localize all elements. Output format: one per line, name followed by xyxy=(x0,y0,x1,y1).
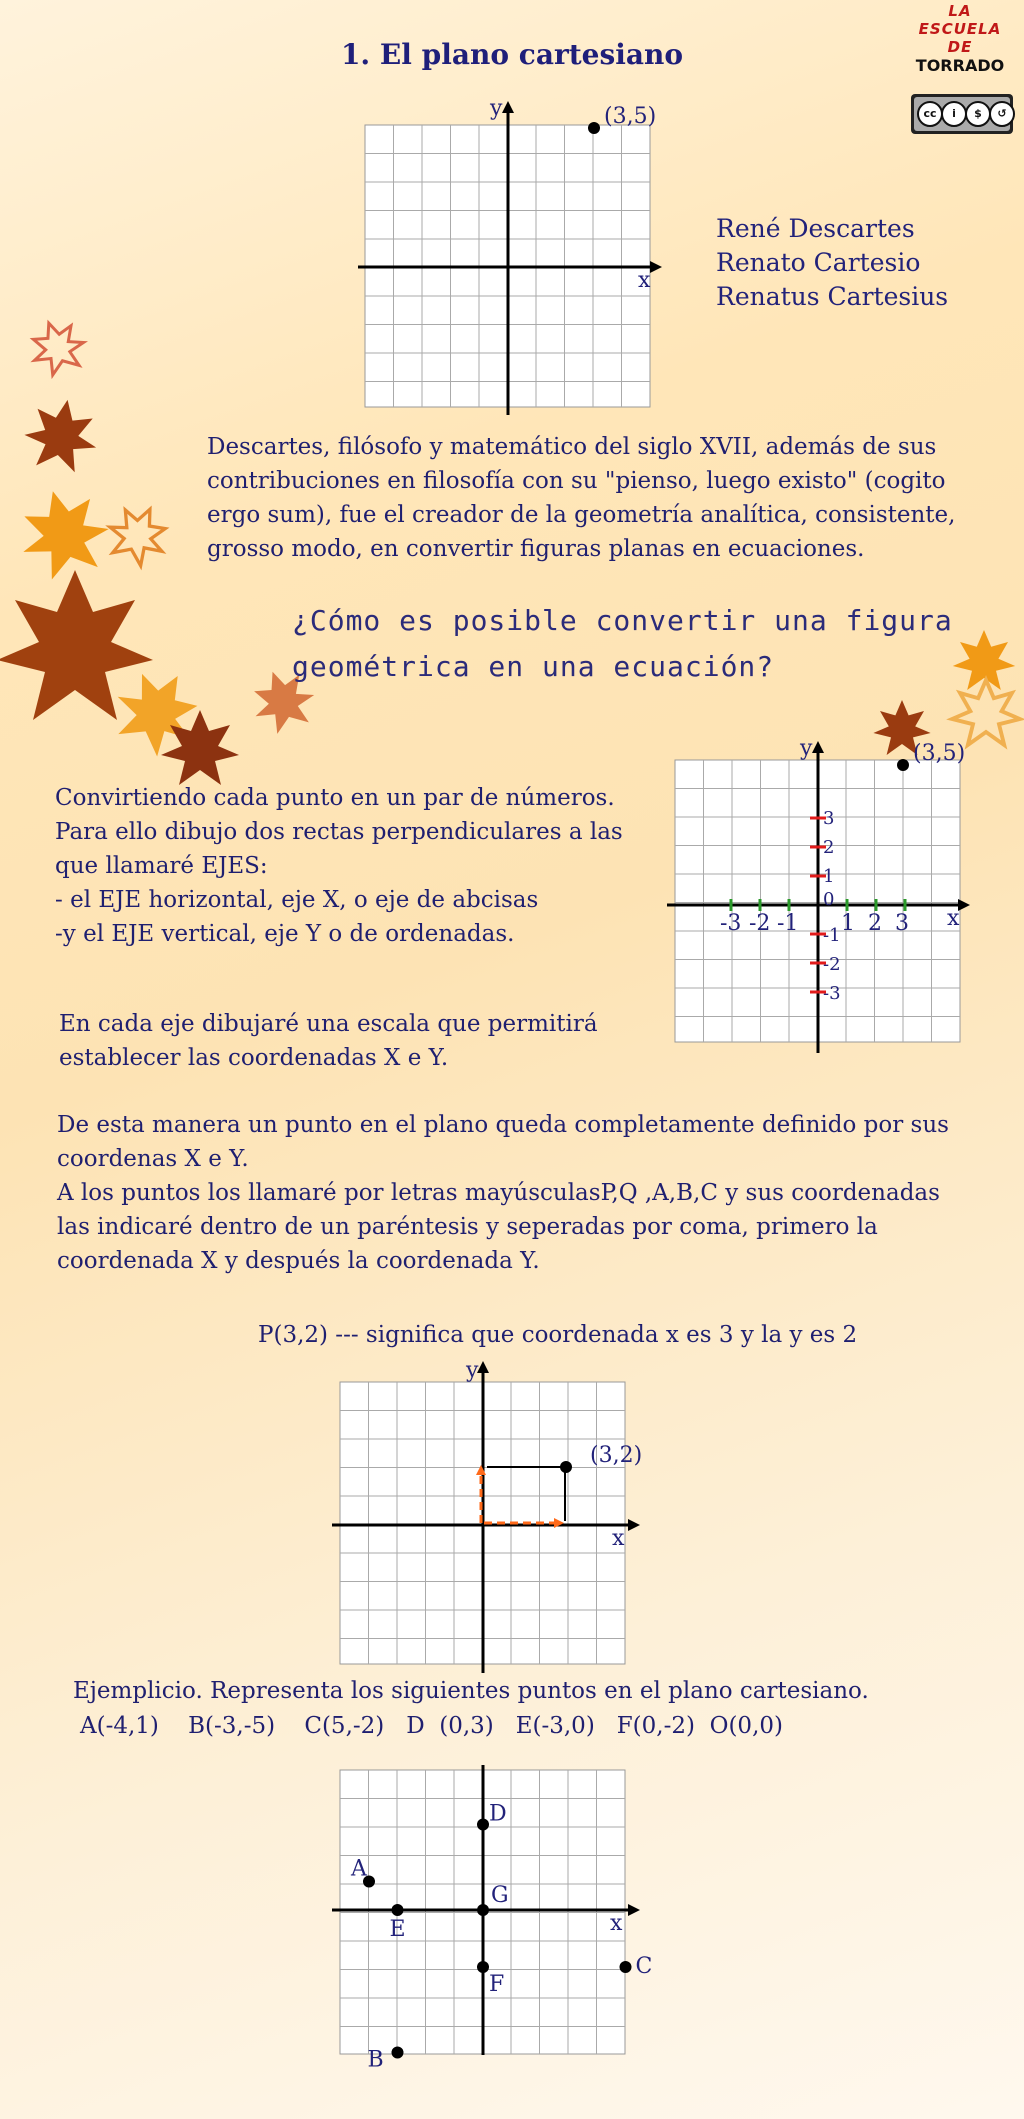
x-axis-arrow-icon xyxy=(628,1904,640,1916)
point-b-marker xyxy=(392,2047,404,2059)
text-line: que llamaré EJES: xyxy=(55,853,268,879)
definition-paragraph xyxy=(57,1108,949,1278)
intro-paragraph xyxy=(207,430,955,566)
logo-line1: LA ESCUELA xyxy=(918,2,1002,38)
name-line: Renatus Cartesius xyxy=(716,282,949,311)
y-tick-label: -2 xyxy=(823,954,841,975)
x-tick-label: -3 xyxy=(720,911,742,936)
text-line: Convirtiendo cada punto en un par de números. xyxy=(55,785,615,811)
point-label: (3,2) xyxy=(590,1443,643,1468)
question-text xyxy=(292,598,953,690)
text-line: ergo sum), fue el creador de la geometría analítica, consistente, xyxy=(207,502,956,528)
point-a-label: A xyxy=(351,1856,367,1882)
x-axis-label: x xyxy=(638,268,651,293)
nc-icon: $ xyxy=(965,101,991,127)
y-tick-label: 1 xyxy=(823,866,835,887)
text-line: Descartes, filósofo y matemático del siglo XVII, además de sus xyxy=(207,434,937,460)
x-tick-label: 3 xyxy=(895,911,909,936)
text-line: Para ello dibujo dos rectas perpendiculares a las xyxy=(55,819,623,845)
y-tick-label: 2 xyxy=(823,837,835,858)
text-line: ¿Cómo es posible convertir una figura xyxy=(292,604,953,637)
point-c-marker xyxy=(620,1961,632,1973)
point-d-marker xyxy=(477,1819,489,1831)
scale-paragraph xyxy=(59,1007,598,1075)
text-line: establecer las coordenadas X e Y. xyxy=(59,1045,449,1071)
point-b-label: B xyxy=(367,2047,384,2073)
point-d-label: D xyxy=(489,1801,507,1827)
x-axis-label: x xyxy=(610,1911,623,1936)
cc-icon: cc xyxy=(917,101,943,127)
logo-line2: DE xyxy=(947,38,973,56)
y-axis-arrow-icon xyxy=(477,1361,489,1373)
sa-icon: ↺ xyxy=(989,101,1015,127)
point-g-label: G xyxy=(491,1883,509,1908)
point-label: (3,5) xyxy=(604,104,657,129)
exercise-points: A(-4,1) B(-3,-5) C(5,-2) D (0,3) E(-3,0) F(0,-2) O(0,0) xyxy=(80,1713,783,1739)
text-line: contribuciones en filosofía con su "pienso, luego existo" (cogito xyxy=(207,468,946,494)
text-line: coordenada X y después la coordenada Y. xyxy=(57,1248,540,1274)
graph-exercise xyxy=(330,1765,653,2095)
graph-axes-scale xyxy=(665,735,985,1055)
point-marker xyxy=(897,759,909,771)
point-marker xyxy=(588,122,600,134)
text-line: A los puntos los llamaré por letras mayúsculasP,Q ,A,B,C y sus coordenadas xyxy=(57,1180,940,1206)
logo-line3: TORRADO xyxy=(915,56,1005,75)
x-tick-label: -1 xyxy=(777,911,799,936)
graph-example-p xyxy=(330,1355,650,1675)
origin-label: 0 xyxy=(823,889,835,910)
text-line: geométrica en una ecuación? xyxy=(292,650,775,683)
descartes-names xyxy=(716,212,948,314)
y-axis-label: y xyxy=(466,1358,479,1383)
graph-descartes xyxy=(350,95,670,425)
x-tick-label: -2 xyxy=(749,911,771,936)
maple-leaf-icon xyxy=(0,570,153,720)
y-tick-label: 3 xyxy=(823,808,835,829)
x-axis-label: x xyxy=(947,906,960,931)
x-axis-arrow-icon xyxy=(958,899,970,911)
y-axis-label: y xyxy=(490,96,503,121)
axes-paragraph xyxy=(55,781,623,951)
text-line: coordenas X e Y. xyxy=(57,1146,249,1172)
cc-license-badge xyxy=(911,94,1013,134)
point-label: (3,5) xyxy=(913,741,966,766)
point-f-marker xyxy=(477,1961,489,1973)
point-marker xyxy=(560,1461,572,1473)
text-line: las indicaré dentro de un paréntesis y seperadas por coma, primero la xyxy=(57,1214,878,1240)
text-line: -y el EJE vertical, eje Y o de ordenadas. xyxy=(55,921,515,947)
text-line: - el EJE horizontal, eje X, o eje de abcisas xyxy=(55,887,539,913)
x-tick-label: 2 xyxy=(868,911,882,936)
point-c-label: C xyxy=(635,1954,653,1979)
point-e-label: E xyxy=(389,1917,406,1942)
x-tick-label: 1 xyxy=(841,911,855,936)
point-g-marker xyxy=(477,1904,489,1916)
x-axis-arrow-icon xyxy=(650,261,662,273)
x-axis-label: x xyxy=(612,1526,625,1551)
by-icon: i xyxy=(941,101,967,127)
text-line: En cada eje dibujaré una escala que permitirá xyxy=(59,1011,598,1037)
example-text: P(3,2) --- significa que coordenada x es 3 y la y es 2 xyxy=(258,1322,858,1348)
maple-leaf-icon xyxy=(24,314,90,379)
exercise-title: Ejemplicio. Representa los siguientes puntos en el plano cartesiano. xyxy=(73,1678,869,1704)
maple-leaf-icon xyxy=(101,497,176,571)
maple-leaf-icon xyxy=(10,480,117,585)
y-tick-label: -3 xyxy=(823,983,841,1004)
y-tick-label: -1 xyxy=(823,925,841,946)
y-axis-arrow-icon xyxy=(812,741,824,753)
maple-leaf-icon xyxy=(20,394,104,476)
y-axis-arrow-icon xyxy=(502,101,514,113)
point-f-label: F xyxy=(489,1972,505,1997)
text-line: grosso modo, en convertir figuras planas en ecuaciones. xyxy=(207,536,865,562)
y-axis-label: y xyxy=(800,736,813,761)
x-axis-arrow-icon xyxy=(628,1519,640,1531)
text-line: De esta manera un punto en el plano queda completamente definido por sus xyxy=(57,1112,949,1138)
name-line: Renato Cartesio xyxy=(716,248,921,277)
name-line: René Descartes xyxy=(716,214,915,243)
page-title: 1. El plano cartesiano xyxy=(340,38,684,71)
point-e-marker xyxy=(392,1904,404,1916)
